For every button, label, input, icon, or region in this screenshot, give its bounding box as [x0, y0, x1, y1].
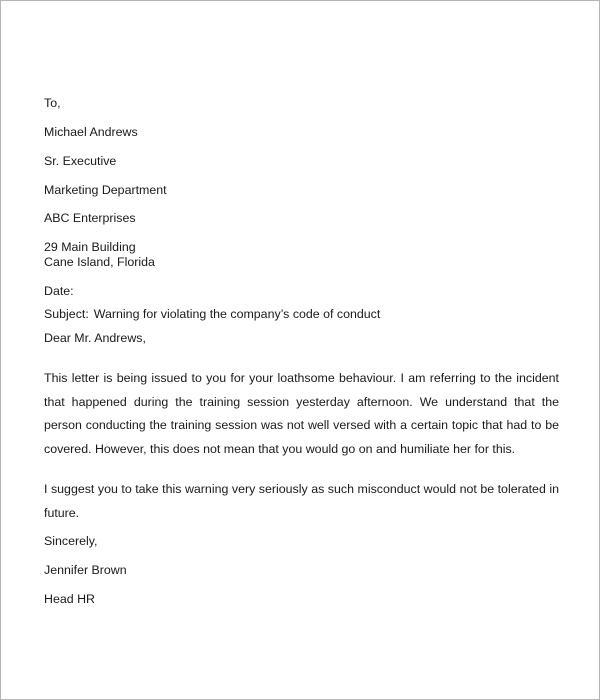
subject-text: Warning for violating the company’s code of conduct [93, 307, 381, 321]
body-paragraph-1: This letter is being issued to you for your loathsome behaviour. I am referring to the incident that happened during the training session yesterday afternoon. We understand that the person conducting the training session was not well versed with a certain topic that had to be covered. However, this does not mean that you would go on and humiliate her for this. [44, 371, 559, 456]
subject-label: Subject: [44, 307, 89, 321]
sender-name: Jennifer Brown [44, 563, 127, 577]
recipient-name: Michael Andrews [44, 125, 138, 139]
recipient-address-line1: 29 Main Building [44, 240, 136, 254]
recipient-company: ABC Enterprises [44, 211, 136, 225]
subject-line [44, 307, 380, 322]
recipient-address-line2: Cane Island, Florida [44, 255, 155, 269]
to-label: To, [44, 96, 61, 110]
closing: Sincerely, [44, 534, 98, 548]
recipient-title: Sr. Executive [44, 154, 117, 168]
greeting: Dear Mr. Andrews, [44, 331, 146, 345]
sender-title: Head HR [44, 592, 95, 606]
recipient-department: Marketing Department [44, 183, 167, 197]
date-label: Date: [44, 284, 74, 298]
body-paragraph-2: I suggest you to take this warning very seriously as such misconduct would not be tolerated in future. [44, 482, 559, 520]
